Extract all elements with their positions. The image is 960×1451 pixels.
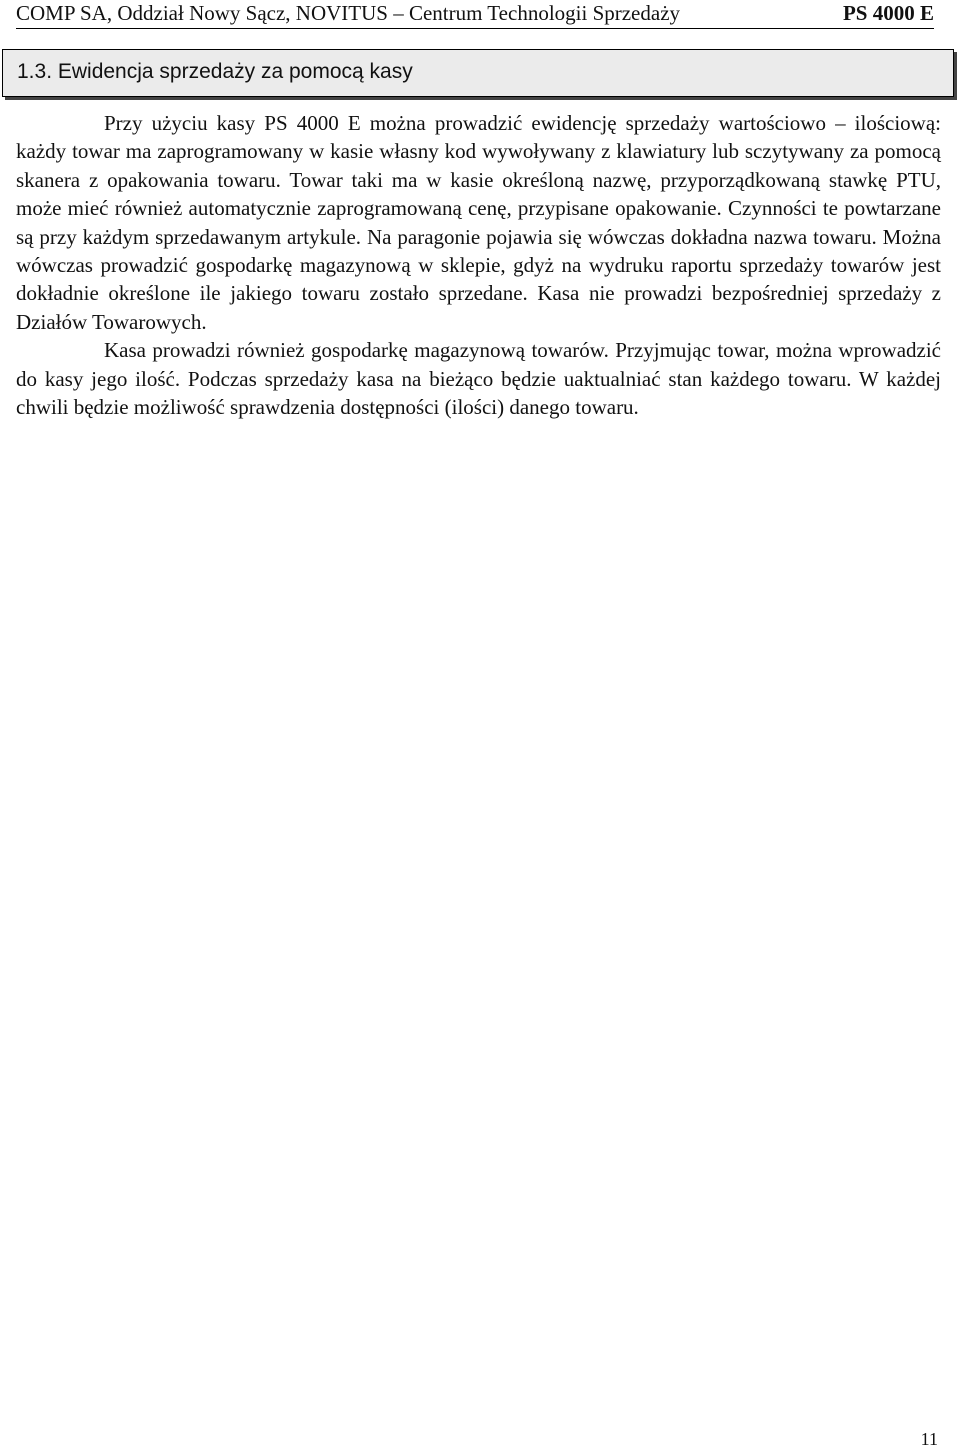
- paragraph-2: Kasa prowadzi również gospodarkę magazynową towarów. Przyjmując towar, można wprowadzić do kasy jego ilość. Podczas sprzedaży kasa na bieżąco będzie uaktualniać stan każdego towaru. W każdej chwili będzie możliwość sprawdzenia dostępności (ilości) danego towaru.: [16, 338, 941, 420]
- section-heading-box: [2, 49, 954, 97]
- section-title: 1.3. Ewidencja sprzedaży za pomocą kasy: [17, 60, 413, 83]
- paragraph-1: Przy użyciu kasy PS 4000 E można prowadzić ewidencję sprzedaży wartościowo – ilościową: każdy towar ma zaprogramowany w kasie własny kod wywoływany z klawiatury lub sczytywany za pomocą skanera z opakowania towaru. Towar taki ma w kasie określoną nazwę, przyporządkowaną stawkę PTU, może mieć również automatycznie zaprogramowaną cenę, przypisane opakowanie. Czynności te powtarzane są przy każdym sprzedawanym artykule. Na paragonie pojawia się wówczas dokładna nazwa towaru. Można wówczas prowadzić gospodarkę magazynową w sklepie, gdyż na wydruku raportu sprzedaży towarów jest dokładnie określone ile jakiego towaru zostało sprzedane. Kasa nie prowadzi bezpośredniej sprzedaży z Działów Towarowych.: [16, 111, 941, 334]
- page-number: 11: [920, 1429, 938, 1449]
- body-text: [16, 109, 941, 421]
- page-header: [16, 0, 934, 29]
- header-model-text: PS 4000 E: [842, 1, 934, 25]
- header-company-text: COMP SA, Oddział Nowy Sącz, NOVITUS – Centrum Technologii Sprzedaży: [16, 1, 681, 25]
